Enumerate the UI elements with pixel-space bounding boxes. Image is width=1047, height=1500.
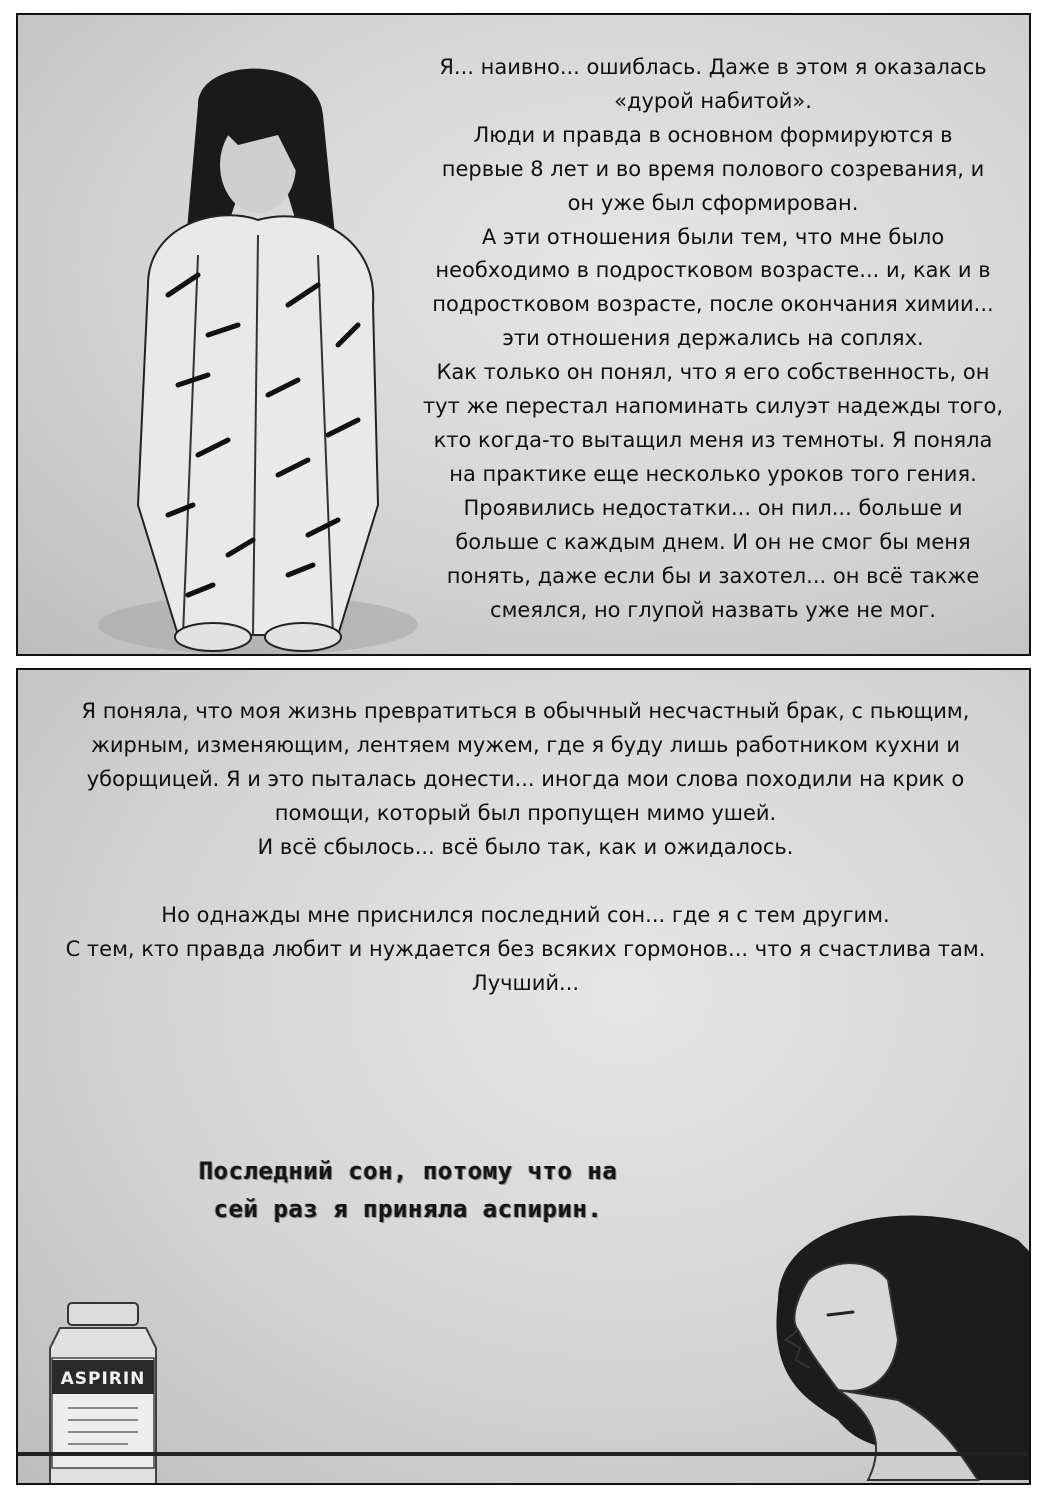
seated-figure-illustration	[88, 35, 418, 655]
comic-panel-bottom	[16, 668, 1031, 1485]
narration-text: Я... наивно... ошиблась. Даже в этом я оказалась «дурой набитой». Люди и правда в основном формируются в первые 8 лет и во время полового созревания, и он уже был сформирован. А эти отношения были тем, что мне было необходимо в подростковом возрасте... и, как и в подростковом возрасте, после окончания химии... эти отношения держались на соплях. Как только он понял, что я его собственность, он тут же перестал напоминать силуэт надежды того, кто когда-то вытащил меня из темноты. Я поняла на практике еще несколько уроков того гения. Проявились недостатки... он пил... больше и больше с каждым днем. И он не смог бы меня понять, даже если бы и захотел... он всё также смеялся, но глупой назвать уже не мог.	[422, 55, 1004, 622]
narration-text: Я поняла, что моя жизнь превратиться в обычный несчастный брак, с пьющим, жирным, изменяющим, лентяем мужем, где я буду лишь работником кухни и уборщицей. Я и это пыталась донести... иногда мои слова походили на крик о помощи, который был пропущен мимо ушей. И всё сбылось... всё было так, как и ожидалось. Но однажды мне приснился последний сон... где я с тем другим. С тем, кто правда любит и нуждается без всяких гормонов... что я счастлива там. Лучший...	[65, 699, 986, 995]
bathtub-edge	[18, 1452, 1029, 1456]
bottle-label: ASPIRIN	[60, 1369, 146, 1389]
aspirin-bottle-illustration	[38, 1298, 168, 1485]
comic-panel-top	[16, 13, 1031, 656]
caption-text: Последний сон, потому что на сей раз я приняла аспирин.	[198, 1157, 618, 1223]
reclining-woman-illustration	[718, 1180, 1031, 1485]
